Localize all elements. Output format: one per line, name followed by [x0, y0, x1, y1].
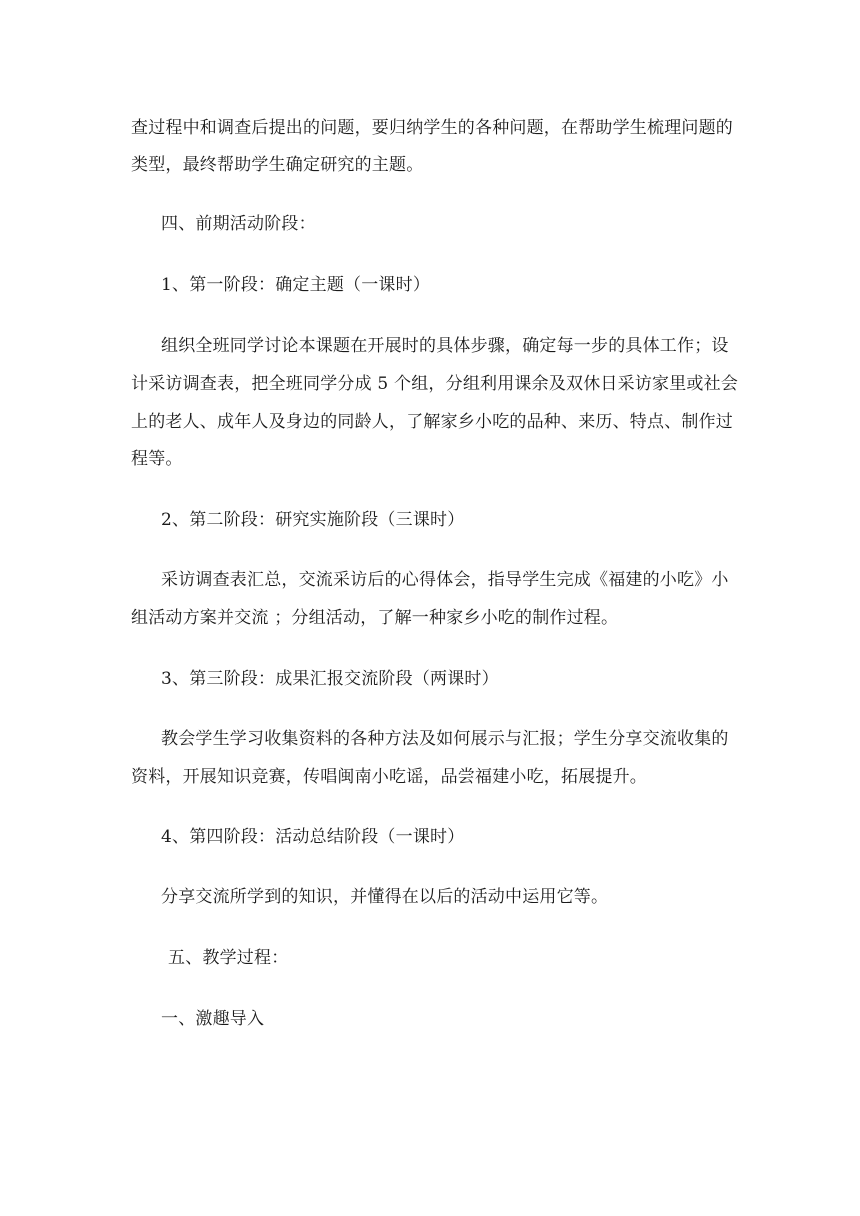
paragraph-line: 程等。: [131, 449, 183, 469]
stage-title: 3、第三阶段：成果汇报交流阶段（两课时）: [161, 669, 499, 689]
stage-title: 4、第四阶段：活动总结阶段（一课时）: [161, 827, 465, 847]
section-heading: 五、教学过程：: [168, 948, 289, 968]
paragraph-line: 类型，最终帮助学生确定研究的主题。: [131, 155, 424, 175]
paragraph-line: 资料，开展知识竞赛，传唱闽南小吃谣，品尝福建小吃，拓展提升。: [131, 767, 647, 787]
paragraph-line: 上的老人、成年人及身边的同龄人，了解家乡小吃的品种、来历、特点、制作过: [131, 412, 733, 432]
paragraph-line: 组织全班同学讨论本课题在开展时的具体步骤，确定每一步的具体工作；设: [161, 336, 729, 356]
stage-title: 2、第二阶段：研究实施阶段（三课时）: [161, 510, 465, 530]
stage-title: 1、第一阶段：确定主题（一课时）: [161, 275, 431, 295]
subsection-heading: 一、激趣导入: [161, 1009, 265, 1029]
paragraph-line: 计采访调查表，把全班同学分成 5 个组，分组利用课余及双休日采访家里或社会: [131, 374, 739, 394]
section-heading: 四、前期活动阶段：: [161, 214, 316, 234]
paragraph-line: 教会学生学习收集资料的各种方法及如何展示与汇报；学生分享交流收集的: [161, 729, 729, 749]
paragraph-line: 采访调查表汇总，交流采访后的心得体会，指导学生完成《福建的小吃》小: [161, 570, 729, 590]
paragraph-line: 查过程中和调查后提出的问题，要归纳学生的各种问题，在帮助学生梳理问题的: [131, 118, 733, 138]
paragraph-line: 分享交流所学到的知识，并懂得在以后的活动中运用它等。: [161, 887, 609, 907]
paragraph-line: 组活动方案并交流 ；分组活动，了解一种家乡小吃的制作过程。: [131, 608, 619, 628]
